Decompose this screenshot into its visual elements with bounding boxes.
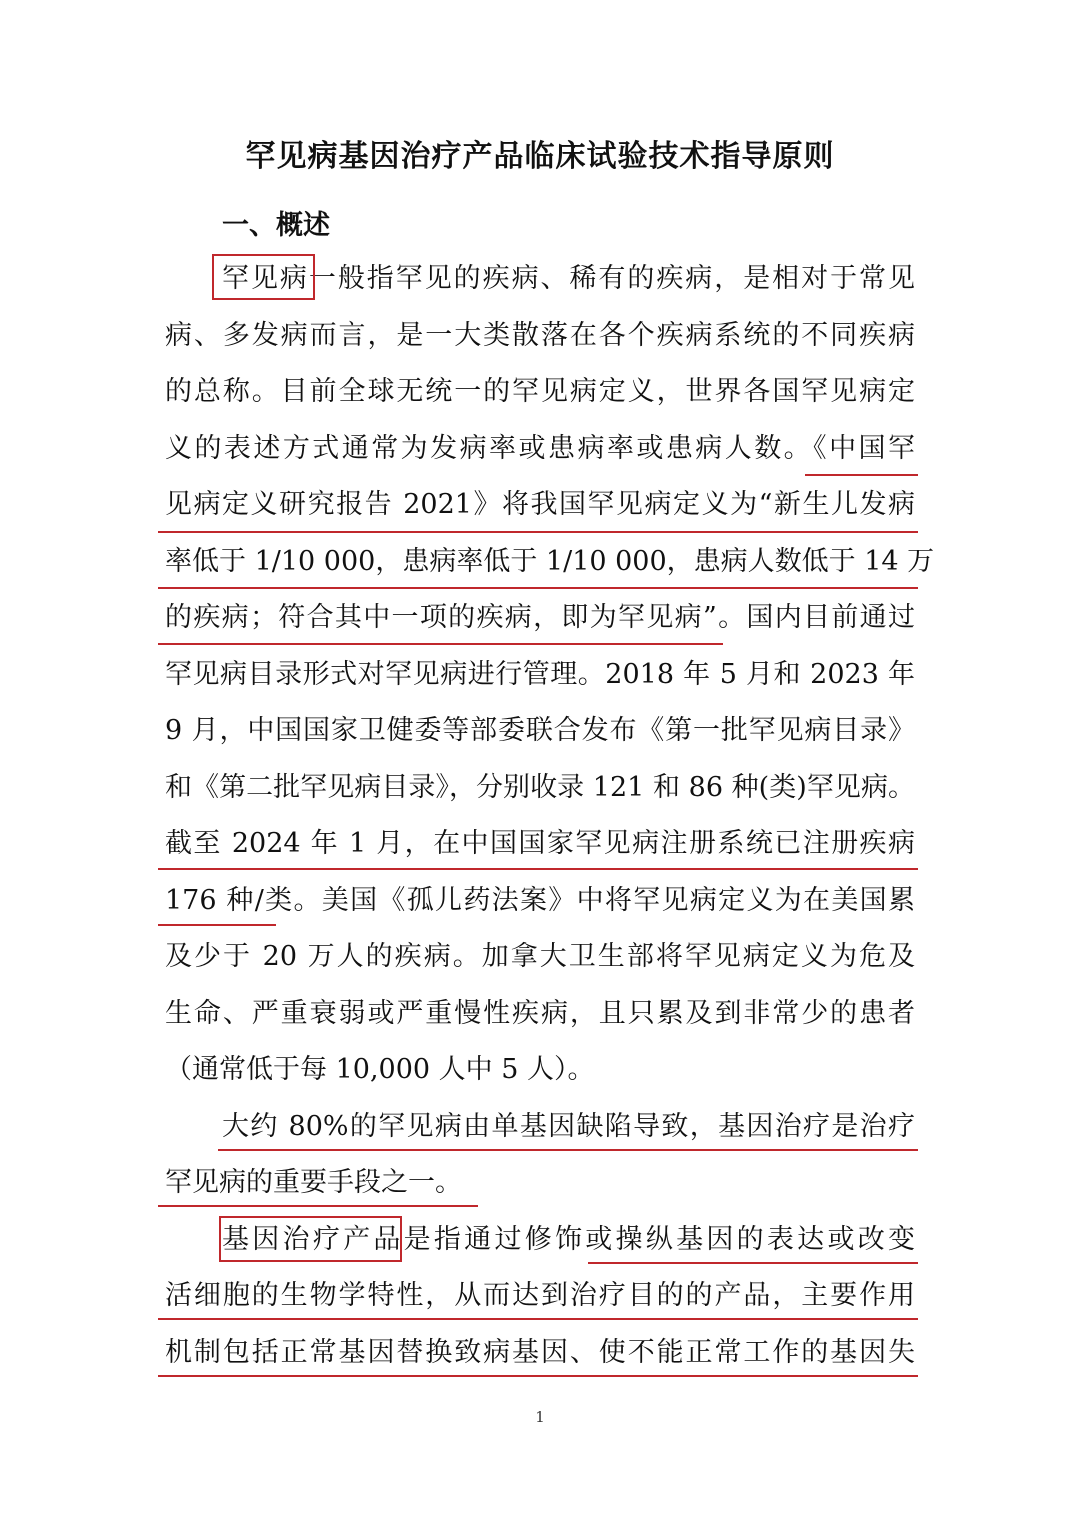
underline-annotation (158, 643, 723, 645)
highlight-box-rare-disease (212, 254, 315, 300)
page-number: 1 (535, 1408, 545, 1426)
body-line: 的总称。目前全球无统一的罕见病定义，世界各国罕见病定 (165, 376, 915, 407)
body-line: 罕见病目录形式对罕见病进行管理。2018 年 5 月和 2023 年 (165, 659, 915, 690)
body-line: 机制包括正常基因替换致病基因、使不能正常工作的基因失 (165, 1337, 915, 1368)
underline-annotation (158, 531, 918, 533)
underline-annotation (158, 868, 918, 870)
body-line: 活细胞的生物学特性，从而达到治疗目的的产品，主要作用 (165, 1280, 915, 1311)
underline-annotation (158, 924, 276, 926)
body-line: 见病定义研究报告 2021》将我国罕见病定义为“新生儿发病 (165, 489, 915, 520)
underline-annotation (588, 1262, 918, 1264)
underline-annotation (158, 1205, 478, 1207)
highlight-box-gene-therapy-product (219, 1216, 402, 1262)
body-line: 176 种/类。美国《孤儿药法案》中将罕见病定义为在美国累 (165, 885, 915, 916)
body-line: 率低于 1/10 000，患病率低于 1/10 000，患病人数低于 14 万 (165, 546, 935, 577)
body-line: 截至 2024 年 1 月，在中国国家罕见病注册系统已注册疾病 (165, 828, 915, 859)
body-line: 病、多发病而言，是一大类散落在各个疾病系统的不同疾病 (165, 320, 915, 351)
body-line: （通常低于每 10,000 人中 5 人）。 (165, 1054, 595, 1085)
body-line: 基因治疗产品是指通过修饰或操纵基因的表达或改变 (222, 1224, 915, 1255)
body-line: 罕见病的重要手段之一。 (165, 1167, 462, 1198)
body-line: 罕见病一般指罕见的疾病、稀有的疾病，是相对于常见 (222, 263, 915, 294)
body-line: 9 月，中国国家卫健委等部委联合发布《第一批罕见病目录》 (165, 715, 915, 746)
underline-annotation (158, 1318, 918, 1320)
document-title: 罕见病基因治疗产品临床试验技术指导原则 (245, 139, 835, 174)
body-line: 及少于 20 万人的疾病。加拿大卫生部将罕见病定义为危及 (165, 941, 915, 972)
body-line: 的疾病；符合其中一项的疾病，即为罕见病”。国内目前通过 (165, 602, 915, 633)
underline-annotation (158, 587, 918, 589)
body-line: 和《第二批罕见病目录》，分别收录 121 和 86 种(类)罕见病。 (165, 772, 915, 803)
underline-annotation (805, 474, 918, 476)
underline-annotation (158, 1375, 918, 1377)
body-line: 义的表述方式通常为发病率或患病率或患病人数。《中国罕 (165, 433, 915, 464)
body-line: 生命、严重衰弱或严重慢性疾病，且只累及到非常少的患者 (165, 998, 915, 1029)
section-heading: 一、概述 (222, 210, 330, 241)
underline-annotation (218, 1149, 918, 1151)
body-line: 大约 80%的罕见病由单基因缺陷导致，基因治疗是治疗 (222, 1111, 915, 1142)
